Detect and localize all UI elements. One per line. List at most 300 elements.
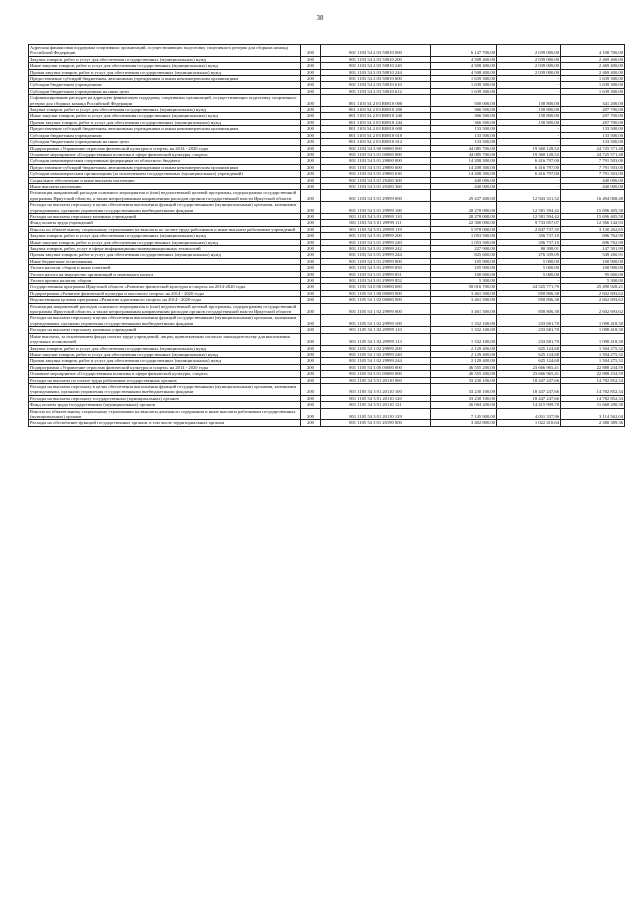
expense-name: Субсидии бюджетным учреждениям на иные цели: [29, 88, 301, 94]
unexecuted-amount: 15 696 405,58: [561, 213, 625, 219]
line-code: 200: [301, 113, 321, 119]
line-code: 200: [301, 327, 321, 333]
expense-name: Субсидии бюджетным учреждениям на иные цели: [29, 139, 301, 145]
line-code: 200: [301, 265, 321, 271]
approved-amount: 440 000,00: [431, 177, 497, 183]
approved-amount: 1 639 300,00: [431, 88, 497, 94]
classification-code: 801 1103 54 3 01 29999 100: [321, 202, 431, 214]
line-code: 200: [301, 95, 321, 107]
line-code: 200: [301, 164, 321, 170]
unexecuted-amount: 5 300,00: [561, 278, 625, 284]
classification-code: 801 1103 54 3 01 29999 200: [321, 233, 431, 239]
classification-code: 801 1103 54 3 01 29999 242: [321, 246, 431, 252]
approved-amount: 2 129 400,00: [431, 351, 497, 357]
classification-code: 801 1103 54 3 01 29999 111: [321, 220, 431, 226]
line-code: 200: [301, 171, 321, 177]
unexecuted-amount: 22 888 234,59: [561, 364, 625, 370]
executed-amount: 625 124,68: [497, 345, 561, 351]
approved-amount: 4 508 400,00: [431, 63, 497, 69]
executed-amount: 12 943 331,52: [497, 190, 561, 202]
classification-code: 801 1105 54 0 00 00000 000: [321, 284, 431, 290]
executed-amount: 2 847 737,35: [497, 226, 561, 232]
unexecuted-amount: 1 639 300,00: [561, 82, 625, 88]
expense-name: Иные закупки товаров, работ и услуг для обеспечения государственных (муниципальных) нужд: [29, 113, 301, 119]
line-code: 200: [301, 177, 321, 183]
executed-amount: 233 681,70: [497, 327, 561, 333]
line-code: 200: [301, 213, 321, 219]
expense-name: Предоставление субсидий бюджетным, автономным учреждениям и иным некоммерческим организациям: [29, 76, 301, 82]
expense-name: Субсидии некоммерческим спортивным федерациям из областного бюджета: [29, 158, 301, 164]
approved-amount: 1 639 300,00: [431, 82, 497, 88]
classification-code: 801 1105 54 1 02 29999 110: [321, 327, 431, 333]
unexecuted-amount: 1 639 300,00: [561, 76, 625, 82]
classification-code: 801 1103 54 2 03 50810 610: [321, 82, 431, 88]
executed-amount: 276 339,09: [497, 252, 561, 258]
expense-name: Иные выплаты, за исключением фонда оплаты труда учреждений, лицам, привлекаемым согласно законодательству для выполнения отдельных полномочий: [29, 333, 301, 345]
unexecuted-amount: 1 504 275,32: [561, 351, 625, 357]
unexecuted-amount: 22 888 234,59: [561, 371, 625, 377]
approved-amount: 825 600,00: [431, 252, 497, 258]
executed-amount: 6 416 797,00: [497, 171, 561, 177]
executed-amount: 80 398,01: [497, 246, 561, 252]
executed-amount: 233 681,70: [497, 315, 561, 327]
classification-code: 801 1105 54 1 02 29999 000: [321, 303, 431, 315]
executed-amount: 23 666 965,41: [497, 364, 561, 370]
executed-amount: 2 039 000,00: [497, 69, 561, 75]
classification-code: 801 1103 54 2 03 50810 240: [321, 63, 431, 69]
approved-amount: 3 461 500,00: [431, 290, 497, 296]
table-row: [29, 333, 625, 345]
unexecuted-amount: 14 782 852,34: [561, 377, 625, 383]
line-code: 200: [301, 145, 321, 151]
approved-amount: 33 230 100,00: [431, 377, 497, 383]
executed-amount: 18 447 247,66: [497, 383, 561, 395]
table-row: [29, 190, 625, 202]
approved-amount: 28 278 000,00: [431, 213, 497, 219]
classification-code: 801 1103 54 2 03 R0810 244: [321, 119, 431, 125]
line-code: 200: [301, 252, 321, 258]
line-code: 200: [301, 183, 321, 189]
unexecuted-amount: 2 602 693,62: [561, 297, 625, 303]
executed-amount: -: [497, 183, 561, 189]
line-code: 200: [301, 364, 321, 370]
line-code: 200: [301, 69, 321, 75]
table-row: [29, 315, 625, 327]
executed-amount: 158 800,00: [497, 113, 561, 119]
line-code: 200: [301, 290, 321, 296]
approved-amount: 366 500,00: [431, 107, 497, 113]
executed-amount: 24 525 771,79: [497, 284, 561, 290]
expense-name: Софинансирование расходов на адресную финансовую поддержку спортивных организаций, осуществляющих подготовку спортивного резерва для сборных команд Российской Федерации: [29, 95, 301, 107]
line-code: 200: [301, 383, 321, 395]
expense-name: Уплата прочих налогов, сборов: [29, 278, 301, 284]
unexecuted-amount: 2 380 389,36: [561, 420, 625, 426]
approved-amount: 2 129 400,00: [431, 358, 497, 364]
classification-code: 801 1105 54 3 01 20110 000: [321, 377, 431, 383]
approved-amount: 1 332 100,00: [431, 315, 497, 327]
executed-amount: -: [497, 82, 561, 88]
expense-name: Подпрограмма «Управление отраслью физической культуры и спорта» на 2014 - 2020 годы: [29, 145, 301, 151]
classification-code: 801 1103 54 2 03 50810 612: [321, 88, 431, 94]
unexecuted-amount: 1 098 418,30: [561, 333, 625, 345]
classification-code: 801 1103 54 3 01 29999 851: [321, 271, 431, 277]
expense-name: Расходы на выплаты персоналу в целях обеспечения выполнения функций государственными (муниципальными) органами, казенными учреждениями, органами управления государственными внебюджетными фондами: [29, 383, 301, 395]
unexecuted-amount: 207 700,00: [561, 107, 625, 113]
approved-amount: 50 016 700,00: [431, 284, 497, 290]
classification-code: 801 1103 54 3 01 29200 300: [321, 177, 431, 183]
approved-amount: 1 053 500,00: [431, 239, 497, 245]
expense-name: Закупка товаров, работ и услуг для обеспечения государственных (муниципальных) нужд: [29, 107, 301, 113]
executed-amount: 18 447 247,66: [497, 395, 561, 401]
approved-amount: 1 332 100,00: [431, 327, 497, 333]
classification-code: 801 1105 54 1 02 29999 113: [321, 333, 431, 345]
classification-code: 801 1103 54 3 01 29999 110: [321, 213, 431, 219]
executed-amount: 9 733 857,07: [497, 220, 561, 226]
table-row: [29, 408, 625, 420]
classification-code: 801 1105 54 3 01 20110 121: [321, 402, 431, 408]
approved-amount: 4 508 400,00: [431, 69, 497, 75]
classification-code: 801 1105 54 3 01 20190 000: [321, 420, 431, 426]
unexecuted-amount: 3 130 262,65: [561, 226, 625, 232]
expense-name: Закупка товаров, работ, услуг в сфере информационно-коммуникационных технологий: [29, 246, 301, 252]
approved-amount: 44 085 700,00: [431, 145, 497, 151]
expense-name: Уплата налога на имущество организаций и земельного налога: [29, 271, 301, 277]
expense-name: Иные бюджетные ассигнования: [29, 258, 301, 264]
expense-name: Иные закупки товаров, работ и услуг для обеспечения государственных (муниципальных) нужд: [29, 63, 301, 69]
line-code: 200: [301, 88, 321, 94]
unexecuted-amount: 24 725 571,48: [561, 151, 625, 157]
classification-code: 801 1103 54 2 03 50810 000: [321, 45, 431, 57]
line-code: 200: [301, 82, 321, 88]
executed-amount: 4 031 337,96: [497, 408, 561, 420]
approved-amount: 133 500,00: [431, 126, 497, 132]
executed-amount: 19 360 128,52: [497, 151, 561, 157]
line-code: 200: [301, 297, 321, 303]
unexecuted-amount: 207 700,00: [561, 113, 625, 119]
expense-name: Расходы на обеспечение функций государственных органов, в том числе территориальных органов: [29, 420, 301, 426]
unexecuted-amount: 1 098 418,30: [561, 315, 625, 327]
expense-name: Основное мероприятие «Государственная политика в сфере физической культуры, спорта»: [29, 151, 301, 157]
approved-amount: 4 508 400,00: [431, 56, 497, 62]
expense-name: Расходы на выплаты персоналу в целях обеспечения выполнения функций государственными (муниципальными) органами, казенными учреждениями, органами управления государственными внебюджетными фондами: [29, 315, 301, 327]
approved-amount: 440 000,00: [431, 183, 497, 189]
classification-code: 801 1103 54 2 03 R0810 612: [321, 139, 431, 145]
classification-code: 801 1105 54 1 00 00000 000: [321, 290, 431, 296]
unexecuted-amount: 696 762,90: [561, 239, 625, 245]
expense-name: Адресная финансовая поддержка спортивных организаций, осуществляющих подготовку спортивного резерва для сборных команд Российской Федерации: [29, 45, 301, 57]
approved-amount: 3 461 500,00: [431, 297, 497, 303]
approved-amount: 227 900,00: [431, 246, 497, 252]
table-row: [29, 383, 625, 395]
line-code: 200: [301, 420, 321, 426]
executed-amount: 625 124,68: [497, 351, 561, 357]
classification-code: 801 1103 54 3 00 00000 000: [321, 145, 431, 151]
unexecuted-amount: 341 200,00: [561, 95, 625, 107]
executed-amount: 356 737,10: [497, 233, 561, 239]
classification-code: 801 1103 54 3 01 29999 244: [321, 252, 431, 258]
line-code: 200: [301, 202, 321, 214]
executed-amount: 12 581 594,42: [497, 202, 561, 214]
approved-amount: 2 129 400,00: [431, 345, 497, 351]
classification-code: 801 1105 54 3 01 00000 000: [321, 371, 431, 377]
classification-code: 801 1103 54 3 01 29999 800: [321, 258, 431, 264]
line-code: 200: [301, 345, 321, 351]
unexecuted-amount: 100 900,00: [561, 265, 625, 271]
expense-name: Предоставление субсидий бюджетным, автономным учреждениям и иным некоммерческим организациям: [29, 126, 301, 132]
approved-amount: 500 000,00: [431, 95, 497, 107]
executed-amount: 158 800,00: [497, 119, 561, 125]
approved-amount: 7 145 900,00: [431, 408, 497, 420]
expense-name: Прочая закупка товаров, работ и услуг для обеспечения государственных (муниципальных) нужд: [29, 252, 301, 258]
executed-amount: 233 681,70: [497, 333, 561, 345]
line-code: 200: [301, 278, 321, 284]
classification-code: 801 1103 54 3 01 29999 850: [321, 265, 431, 271]
classification-code: 801 1103 54 2 03 R0810 610: [321, 132, 431, 138]
line-code: 200: [301, 258, 321, 264]
unexecuted-amount: 2 469 400,00: [561, 69, 625, 75]
approved-amount: 133 500,00: [431, 132, 497, 138]
expense-name: Фонд оплаты труда учреждений: [29, 220, 301, 226]
classification-code: 801 1103 54 2 03 50810 600: [321, 76, 431, 82]
expense-name: Иные закупки товаров, работ и услуг для обеспечения государственных (муниципальных) нужд: [29, 351, 301, 357]
unexecuted-amount: 1 504 275,32: [561, 345, 625, 351]
expense-name: Иные закупки товаров, работ и услуг для обеспечения государственных (муниципальных) нужд: [29, 239, 301, 245]
executed-amount: 14 415 909,70: [497, 402, 561, 408]
expense-name: Реализация направлений расходов основного мероприятия и (или) ведомственной целевой программы, подпрограммы государственной программы Иркутской области, а также непрограммным направлениям расходов органов государственной власти Иркутской области: [29, 190, 301, 202]
executed-amount: -: [497, 132, 561, 138]
approved-amount: 46 555 200,00: [431, 371, 497, 377]
classification-code: 801 1103 54 3 01 29999 240: [321, 239, 431, 245]
line-code: 200: [301, 76, 321, 82]
approved-amount: 6 147 700,00: [431, 45, 497, 57]
unexecuted-amount: 207 700,00: [561, 119, 625, 125]
classification-code: 801 1105 54 1 02 29999 200: [321, 345, 431, 351]
unexecuted-amount: 15 696 405,58: [561, 202, 625, 214]
approved-amount: 1 332 100,00: [431, 333, 497, 345]
expense-name: Подпрограмма «Развитие физической культуры и массового спорта» на 2014 - 2020 годы: [29, 290, 301, 296]
approved-amount: 366 500,00: [431, 119, 497, 125]
expense-name: Предоставление субсидий бюджетным, автономным учреждениям и иным некоммерческим организациям: [29, 164, 301, 170]
line-code: 200: [301, 377, 321, 383]
approved-amount: 14 208 300,00: [431, 158, 497, 164]
line-code: 200: [301, 233, 321, 239]
classification-code: 801 1105 54 1 02 29999 100: [321, 315, 431, 327]
unexecuted-amount: 95 600,00: [561, 271, 625, 277]
expense-name: Закупка товаров, работ и услуг для обеспечения государственных (муниципальных) нужд: [29, 56, 301, 62]
executed-amount: -: [497, 177, 561, 183]
unexecuted-amount: 133 500,00: [561, 132, 625, 138]
line-code: 200: [301, 132, 321, 138]
line-code: 200: [301, 158, 321, 164]
expense-name: Взносы по обязательному социальному страхованию на выплаты по оплате труда работников и иные выплаты работникам учреждений: [29, 226, 301, 232]
table-row: [29, 95, 625, 107]
approved-amount: 14 208 300,00: [431, 171, 497, 177]
expense-name: Расходы на выплаты персоналу государственных (муниципальных) органов: [29, 395, 301, 401]
line-code: 200: [301, 358, 321, 364]
expense-name: Ведомственная целевая программа «Развитие адаптивного спорта» на 2014 - 2020 годы: [29, 297, 301, 303]
unexecuted-amount: 1 639 300,00: [561, 88, 625, 94]
approved-amount: 3 402 800,00: [431, 420, 497, 426]
unexecuted-amount: 133 500,00: [561, 139, 625, 145]
line-code: 200: [301, 351, 321, 357]
line-code: 200: [301, 139, 321, 145]
expense-name: Расходы на выплаты персоналу казенных учреждений: [29, 327, 301, 333]
expense-name: Расходы на выплаты по оплате труда работников государственных органов: [29, 377, 301, 383]
executed-amount: 2 039 000,00: [497, 63, 561, 69]
approved-amount: 133 500,00: [431, 139, 497, 145]
expense-name: Субсидии некоммерческим организациям (за исключением государственных (муниципальных) учреждений): [29, 171, 301, 177]
classification-code: 801 1103 54 3 01 29999 000: [321, 190, 431, 202]
approved-amount: 1 639 300,00: [431, 76, 497, 82]
executed-amount: 858 806,38: [497, 303, 561, 315]
unexecuted-amount: 3 114 562,04: [561, 408, 625, 420]
unexecuted-amount: 14 782 852,34: [561, 395, 625, 401]
unexecuted-amount: 1 504 275,32: [561, 358, 625, 364]
classification-code: 801 1105 54 1 02 29999 240: [321, 351, 431, 357]
expense-name: Прочая закупка товаров, работ и услуг для обеспечения государственных (муниципальных) нужд: [29, 69, 301, 75]
executed-amount: 2 039 000,00: [497, 45, 561, 57]
line-code: 200: [301, 402, 321, 408]
line-code: 200: [301, 151, 321, 157]
table-body: [29, 45, 625, 427]
table-row: [29, 45, 625, 57]
expense-name: Прочая закупка товаров, работ и услуг для обеспечения государственных (муниципальных) нужд: [29, 119, 301, 125]
executed-amount: 5 000,00: [497, 258, 561, 264]
executed-amount: 858 806,38: [497, 297, 561, 303]
unexecuted-amount: 7 791 503,00: [561, 158, 625, 164]
unexecuted-amount: 2 602 693,62: [561, 303, 625, 315]
unexecuted-amount: 12 566 142,93: [561, 220, 625, 226]
executed-amount: 2 039 000,00: [497, 56, 561, 62]
unexecuted-amount: 440 000,00: [561, 177, 625, 183]
approved-amount: 1 053 500,00: [431, 233, 497, 239]
unexecuted-amount: 25 490 928,21: [561, 284, 625, 290]
executed-amount: -: [497, 126, 561, 132]
approved-amount: 26 084 200,00: [431, 402, 497, 408]
budget-execution-table: [28, 44, 625, 427]
line-code: 200: [301, 107, 321, 113]
line-code: 200: [301, 408, 321, 420]
approved-amount: 29 437 400,00: [431, 190, 497, 202]
classification-code: 801 1105 54 1 02 29999 244: [321, 358, 431, 364]
approved-amount: 366 500,00: [431, 113, 497, 119]
unexecuted-amount: 549 260,91: [561, 252, 625, 258]
line-code: 200: [301, 63, 321, 69]
classification-code: 801 1103 54 3 01 29999 119: [321, 226, 431, 232]
expense-name: Подпрограмма «Управление отраслью физической культуры и спорта» на 2014 - 2020 годы: [29, 364, 301, 370]
executed-amount: -: [497, 88, 561, 94]
line-code: 200: [301, 56, 321, 62]
approved-amount: 3 461 500,00: [431, 303, 497, 315]
approved-amount: 22 300 000,00: [431, 220, 497, 226]
classification-code: 801 1103 54 3 01 29800 000: [321, 158, 431, 164]
approved-amount: 44 085 700,00: [431, 151, 497, 157]
expense-name: Расходы на выплаты персоналу казенных учреждений: [29, 213, 301, 219]
unexecuted-amount: 2 602 693,62: [561, 290, 625, 296]
classification-code: 801 1105 54 3 01 20110 120: [321, 395, 431, 401]
classification-code: 801 1103 54 2 03 R0810 000: [321, 95, 431, 107]
expense-name: Прочая закупка товаров, работ и услуг для обеспечения государственных (муниципальных) нужд: [29, 358, 301, 364]
unexecuted-amount: 147 501,99: [561, 246, 625, 252]
unexecuted-amount: 133 500,00: [561, 126, 625, 132]
executed-amount: 6 416 797,00: [497, 164, 561, 170]
executed-amount: 5 000,00: [497, 271, 561, 277]
line-code: 200: [301, 45, 321, 57]
unexecuted-amount: 14 782 852,34: [561, 383, 625, 395]
page-number: 38: [316, 14, 324, 22]
executed-amount: 1 022 410,64: [497, 420, 561, 426]
unexecuted-amount: 24 725 571,48: [561, 145, 625, 151]
classification-code: 801 1103 54 2 03 R0810 600: [321, 126, 431, 132]
classification-code: 801 1105 54 3 01 20110 129: [321, 408, 431, 420]
line-code: 200: [301, 395, 321, 401]
approved-amount: 100 600,00: [431, 271, 497, 277]
line-code: 200: [301, 333, 321, 345]
classification-code: 801 1103 54 3 01 29200 360: [321, 183, 431, 189]
approved-amount: 33 230 100,00: [431, 395, 497, 401]
executed-amount: 158 800,00: [497, 107, 561, 113]
classification-code: 801 1103 54 3 01 29800 600: [321, 164, 431, 170]
line-code: 200: [301, 371, 321, 377]
line-code: 200: [301, 126, 321, 132]
executed-amount: 19 360 128,52: [497, 145, 561, 151]
line-code: 200: [301, 303, 321, 315]
table-row: [29, 420, 625, 426]
line-code: 200: [301, 190, 321, 202]
unexecuted-amount: 7 791 503,00: [561, 164, 625, 170]
approved-amount: 105 900,00: [431, 258, 497, 264]
unexecuted-amount: 1 098 418,30: [561, 327, 625, 333]
classification-code: 801 1103 54 2 03 50810 244: [321, 69, 431, 75]
classification-code: 801 1103 54 3 01 29800 630: [321, 171, 431, 177]
approved-amount: 14 208 300,00: [431, 164, 497, 170]
expense-name: Уплата налогов, сборов и иных платежей: [29, 265, 301, 271]
executed-amount: -: [497, 278, 561, 284]
approved-amount: 5 300,00: [431, 278, 497, 284]
unexecuted-amount: 16 494 068,48: [561, 190, 625, 202]
expense-name: Иные выплаты населению: [29, 183, 301, 189]
executed-amount: 6 416 797,00: [497, 158, 561, 164]
executed-amount: 858 806,38: [497, 290, 561, 296]
expense-name: Реализация направлений расходов основного мероприятия и (или) ведомственной целевой программы, подпрограммы государственной программы Иркутской области, а также непрограммным направлениям расходов органов государственной власти Иркутской области: [29, 303, 301, 315]
unexecuted-amount: 7 791 503,00: [561, 171, 625, 177]
table-row: [29, 202, 625, 214]
classification-code: 801 1103 54 2 03 50810 200: [321, 56, 431, 62]
classification-code: 801 1105 54 3 00 00000 000: [321, 364, 431, 370]
line-code: 200: [301, 239, 321, 245]
expense-name: Закупка товаров, работ и услуг для обеспечения государственных (муниципальных) нужд: [29, 345, 301, 351]
classification-code: 801 1103 54 3 01 29999 852: [321, 278, 431, 284]
expense-name: Государственная программа Иркутской области «Развитие физической культуры и спорта» на 2014-2020 годы: [29, 284, 301, 290]
expense-name: Фонд оплаты труда государственных (муниципальных) органов: [29, 402, 301, 408]
approved-amount: 5 978 000,00: [431, 226, 497, 232]
approved-amount: 105 900,00: [431, 265, 497, 271]
classification-code: 801 1105 54 3 01 20110 100: [321, 383, 431, 395]
executed-amount: 18 447 247,66: [497, 377, 561, 383]
line-code: 200: [301, 315, 321, 327]
table-row: [29, 303, 625, 315]
executed-amount: -: [497, 76, 561, 82]
unexecuted-amount: 2 469 400,00: [561, 63, 625, 69]
executed-amount: 23 666 965,41: [497, 371, 561, 377]
expense-name: Основное мероприятие «Государственная политика в сфере физической культуры, спорта»: [29, 371, 301, 377]
unexecuted-amount: 4 108 700,00: [561, 45, 625, 57]
expense-name: Субсидии бюджетным учреждениям: [29, 82, 301, 88]
unexecuted-amount: 100 900,00: [561, 258, 625, 264]
expense-name: Субсидии бюджетным учреждениям: [29, 132, 301, 138]
line-code: 200: [301, 119, 321, 125]
unexecuted-amount: 696 762,90: [561, 233, 625, 239]
